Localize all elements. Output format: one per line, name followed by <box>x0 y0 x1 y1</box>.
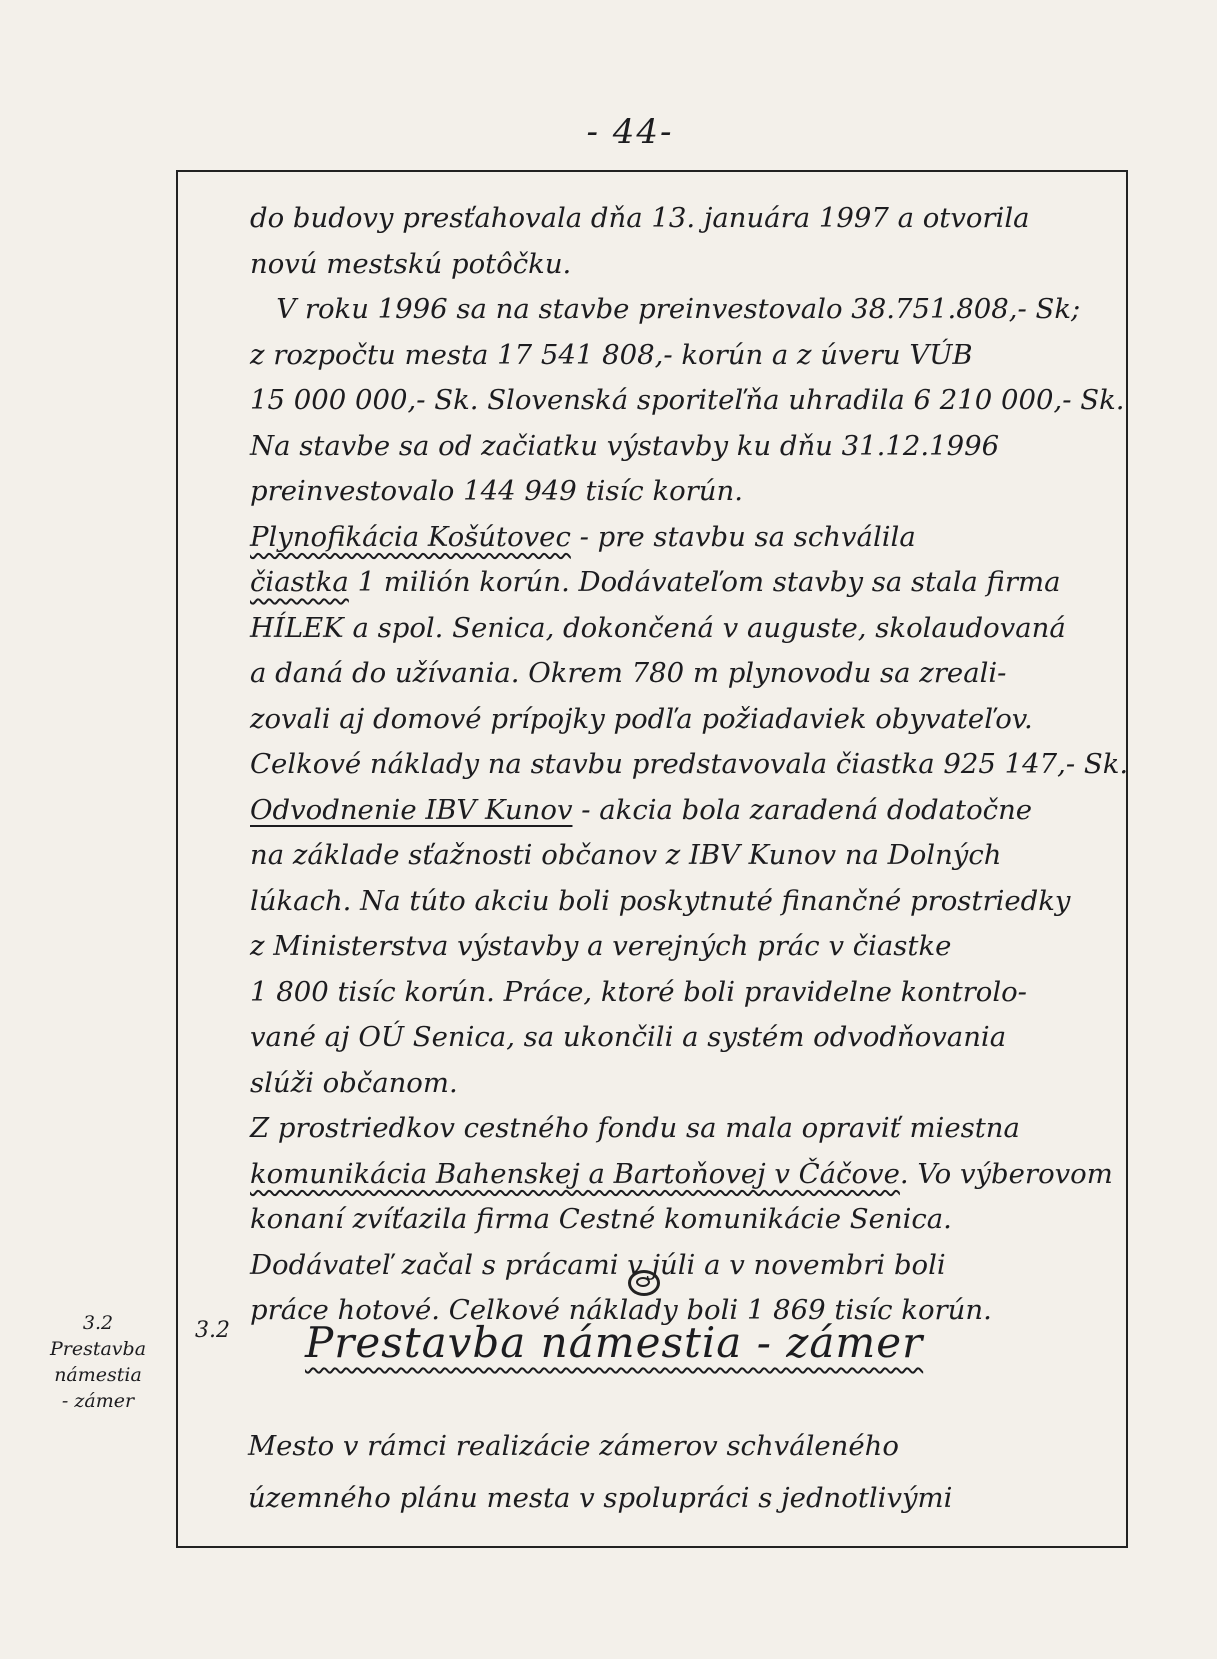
text-line <box>250 788 1130 834</box>
text-segment: novú mestskú potôčku. <box>250 247 572 280</box>
text-line <box>250 196 1130 242</box>
underlined-phrase: čiastka <box>250 566 349 598</box>
text-segment: konaní zvíťazila firma Cestné komunikácie Senica. <box>250 1203 952 1235</box>
underlined-phrase: komunikácia Bahenskej a Bartoňovej v Čáčove <box>250 1157 900 1190</box>
margin-note-line: Prestavba <box>49 1338 147 1360</box>
text-segment: Celkové náklady na stavbu predstavovala čiastka 925 147,- Sk. <box>250 748 1129 780</box>
text-segment: do budovy presťahovala dňa 13. januára 1997 a otvorila <box>250 202 1030 234</box>
text-line <box>250 879 1130 925</box>
text-line <box>250 1061 1130 1107</box>
section-title: Prestavba námestia - zámer <box>305 1318 924 1367</box>
text-segment: Na stavbe sa od začiatku výstavby ku dňu 31.12.1996 <box>250 429 1000 462</box>
text-line: Mesto v rámci realizácie zámerov schváleného <box>248 1430 899 1462</box>
text-segment: z rozpočtu mesta 17 541 808,- korún a z úveru VÚB <box>250 338 973 371</box>
margin-note-line: námestia <box>54 1364 142 1386</box>
text-segment: - akcia bola zaradená dodatočne <box>572 793 1033 826</box>
text-line <box>250 651 1130 697</box>
margin-note <box>38 1310 158 1414</box>
margin-note-line: 3.2 <box>82 1312 114 1334</box>
text-segment: 15 000 000,- Sk. Slovenská sporiteľňa uhradila 6 210 000,- Sk. <box>250 384 1125 416</box>
text-line <box>250 1243 1130 1289</box>
text-line <box>250 1152 1130 1198</box>
text-line <box>250 424 1130 470</box>
text-line <box>250 515 1130 561</box>
text-line <box>250 924 1130 970</box>
text-segment: preinvestovalo 144 949 tisíc korún. <box>250 475 743 507</box>
section-number: 3.2 <box>195 1318 230 1343</box>
margin-note-line: - zámer <box>61 1390 135 1412</box>
underlined-phrase: Plynofikácia Košútovec <box>250 520 571 553</box>
text-segment: Z prostriedkov cestného fondu sa mala opraviť miestna <box>250 1112 1020 1144</box>
text-segment: . Vo výberovom <box>899 1157 1113 1190</box>
text-segment: zovali aj domové prípojky podľa požiadaviek obyvateľov. <box>250 702 1033 735</box>
text-line <box>250 469 1130 515</box>
text-line <box>250 1015 1130 1061</box>
text-line: územného plánu mesta v spolupráci s jednotlivými <box>248 1482 953 1514</box>
text-line <box>250 242 1130 288</box>
text-line <box>250 1197 1130 1243</box>
text-segment: V roku 1996 sa na stavbe preinvestovalo 38.751.808,- Sk; <box>250 293 1081 325</box>
text-segment: práce hotové. Celkové náklady boli 1 869 tisíc korún. <box>250 1294 992 1326</box>
text-line <box>250 333 1130 379</box>
text-line <box>250 970 1130 1016</box>
text-segment: HÍLEK a spol. Senica, dokončená v auguste, skolaudovaná <box>250 611 1066 644</box>
text-line <box>250 606 1130 652</box>
underlined-phrase: Odvodnenie IBV Kunov <box>250 793 573 826</box>
handwritten-body <box>250 196 1130 1334</box>
text-line <box>250 1106 1130 1152</box>
text-segment: Dodávateľ začal s prácami v júli a v novembri boli <box>250 1248 946 1281</box>
text-segment: - pre stavbu sa schválila <box>570 520 916 553</box>
text-line <box>250 378 1130 424</box>
text-segment: a daná do užívania. Okrem 780 m plynovodu sa zreali- <box>250 657 1007 689</box>
page-number: - 44- <box>586 112 674 152</box>
text-line <box>250 287 1130 333</box>
ornament-mark <box>628 1270 660 1296</box>
text-segment: lúkach. Na túto akciu boli poskytnuté finančné prostriedky <box>250 884 1071 917</box>
text-segment: z Ministerstva výstavby a verejných prác v čiastke <box>250 930 952 962</box>
text-segment: slúži občanom. <box>250 1066 458 1099</box>
text-segment: vané aj OÚ Senica, sa ukončili a systém odvodňovania <box>250 1021 1007 1053</box>
text-line <box>250 560 1130 606</box>
text-segment: 1 800 tisíc korún. Práce, ktoré boli pravidelne kontrolo- <box>250 975 1027 1008</box>
text-segment: na základe sťažnosti občanov z IBV Kunov na Dolných <box>250 839 1002 871</box>
text-line <box>250 742 1130 788</box>
text-line <box>250 697 1130 743</box>
handwritten-body-continued <box>248 1420 1108 1524</box>
text-segment: 1 milión korún. Dodávateľom stavby sa stala firma <box>348 566 1061 598</box>
text-line <box>250 833 1130 879</box>
